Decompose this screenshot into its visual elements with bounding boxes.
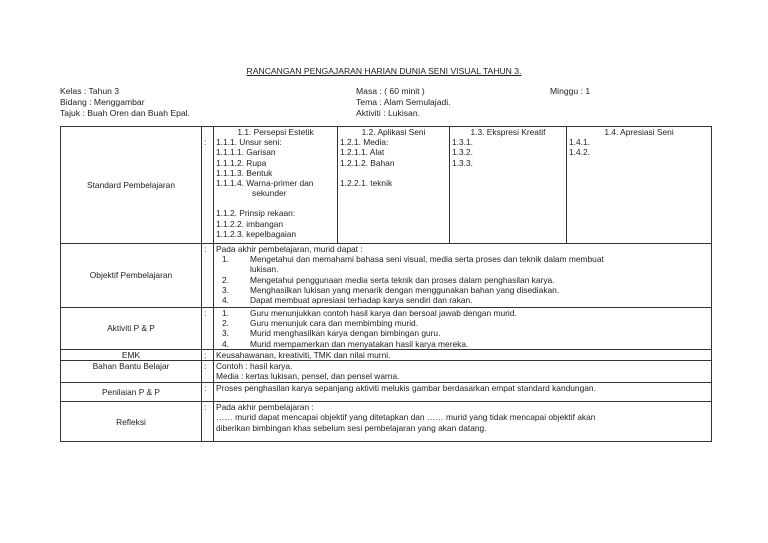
ekspresi-line: 1.3.1. (452, 137, 473, 148)
standard-colon: : (202, 127, 214, 244)
header-bidang: Bidang : Menggambar (60, 97, 145, 107)
ekspresi-line: 1.3.2. (452, 147, 473, 158)
aplikasi-line: 1.2.1.1. Alat (340, 147, 385, 158)
standard-col-apresiasi (567, 127, 712, 244)
refleksi-content (214, 402, 712, 442)
aktiviti-label: Aktiviti P & P (61, 308, 202, 350)
row-penilaian (61, 383, 712, 402)
objektif-item-cont: lukisan. (250, 264, 279, 275)
aplikasi-head: 1.2. Aplikasi Seni (361, 127, 426, 137)
apresiasi-line: 1.4.2. (569, 147, 590, 158)
apresiasi-line: 1.4.1. (569, 137, 590, 148)
standard-col-persepsi (214, 127, 338, 244)
standard-col-aplikasi (338, 127, 450, 244)
document-title: RANCANGAN PENGAJARAN HARIAN DUNIA SENI VISUAL TAHUN 3. (246, 66, 522, 76)
apresiasi-head: 1.4. Apresiasi Seni (604, 127, 674, 137)
emk-label: EMK (61, 350, 202, 361)
refleksi-line: …… murid dapat mencapai objektif yang ditetapkan dan …… murid yang tidak mencapai objektif akan (216, 412, 596, 423)
refleksi-line: diberikan bimbingan khas sebelum sesi pembelajaran yang akan datang. (216, 422, 487, 433)
persepsi-line: 1.1.1.1. Garisan (216, 147, 276, 158)
emk-content: Keusahawanan, kreativiti, TMK dan nilai murni. (214, 350, 712, 361)
bbb-line: Media : kertas lukisan, pensel, dan pensel warna. (216, 371, 400, 382)
penilaian-content: Proses penghasilan karya sepanjang aktiviti melukis gambar berdasarkan empat standard kandungan. (214, 383, 712, 402)
refleksi-colon: : (202, 402, 214, 442)
aktiviti-item: 3. Murid menghasilkan karya dengan bimbingan guru. (222, 328, 441, 339)
persepsi-line: 1.1.2.3. kepelbagaian (216, 228, 297, 239)
persepsi-line: 1.1.2. Prinsip rekaan: (216, 208, 296, 219)
header-tema: Tema : Alam Semulajadi. (356, 97, 451, 107)
lesson-plan-table (60, 126, 712, 442)
objektif-item: 3. Menghasilkan lukisan yang menarik dengan menggunakan bahan yang disediakan. (222, 284, 560, 295)
header-kelas: Kelas : Tahun 3 (60, 86, 120, 96)
standard-label: Standard Pembelajaran (61, 127, 202, 244)
objektif-intro: Pada akhir pembelajaran, murid dapat : (216, 244, 363, 254)
persepsi-line: 1.1.1.3. Bentuk (216, 167, 273, 178)
row-emk (61, 350, 712, 361)
objektif-item: 2. Mengetahui penggunaan media serta teknik dan proses dalam penghasilan karya. (222, 274, 555, 285)
objektif-item: 1. Mengetahui dan memahami bahasa seni visual, media serta proses dan teknik dalam membuat (222, 254, 604, 265)
objektif-label: Objektif Pembelajaran (61, 244, 202, 308)
aplikasi-line: 1.2.2.1. teknik (340, 177, 393, 188)
persepsi-line: 1.1.2.2. imbangan (216, 218, 284, 229)
bbb-label: Bahan Bantu Belajar (61, 361, 202, 383)
persepsi-head: 1.1. Persepsi Estetik (237, 127, 314, 137)
aktiviti-colon: : (202, 308, 214, 350)
bbb-content (214, 361, 712, 383)
refleksi-line: Pada akhir pembelajaran : (216, 402, 314, 413)
persepsi-line: 1.1.1.4. Warna-primer dan (216, 178, 314, 189)
ekspresi-line: 1.3.3. (452, 157, 473, 168)
row-aktiviti (61, 308, 712, 350)
aktiviti-item: 4. Murid mempamerkan dan menyatakan hasil karya mereka. (222, 338, 469, 349)
row-objektif (61, 244, 712, 308)
row-bbb (61, 361, 712, 383)
bbb-colon: : (202, 361, 214, 383)
row-refleksi (61, 402, 712, 442)
penilaian-colon: : (202, 383, 214, 402)
penilaian-label: Penilaian P & P (61, 383, 202, 402)
header-minggu: Minggu : 1 (550, 86, 591, 96)
aplikasi-line: 1.2.1.2. Bahan (340, 157, 395, 168)
standard-col-ekspresi (450, 127, 567, 244)
objektif-item: 4. Dapat membuat apresiasi terhadap karya sendiri dan rakan. (222, 295, 473, 306)
ekspresi-head: 1.3. Ekspresi Kreatif (470, 127, 546, 137)
aplikasi-line: 1.2.1. Media: (340, 137, 389, 148)
persepsi-line: sekunder (252, 188, 287, 199)
aktiviti-item: 2. Guru menunjuk cara dan membimbing murid. (222, 318, 419, 329)
aktiviti-item: 1. Guru menunjukkan contoh hasil karya dan bersoal jawab dengan murid. (222, 308, 517, 318)
refleksi-label: Refleksi (61, 402, 202, 442)
row-standard (61, 127, 712, 244)
persepsi-line: 1.1.1. Unsur seni: (216, 137, 282, 148)
emk-colon: : (202, 350, 214, 361)
header-aktiviti: Aktiviti : Lukisan. (356, 108, 420, 118)
persepsi-line: 1.1.1.2. Rupa (216, 157, 267, 168)
objektif-content (214, 244, 712, 308)
bbb-line: Contoh : hasil karya. (216, 361, 293, 372)
header-masa: Masa : ( 60 minit ) (356, 86, 425, 96)
aktiviti-content (214, 308, 712, 350)
objektif-colon: : (202, 244, 214, 308)
header-tajuk: Tajuk : Buah Oren dan Buah Epal. (60, 108, 190, 118)
